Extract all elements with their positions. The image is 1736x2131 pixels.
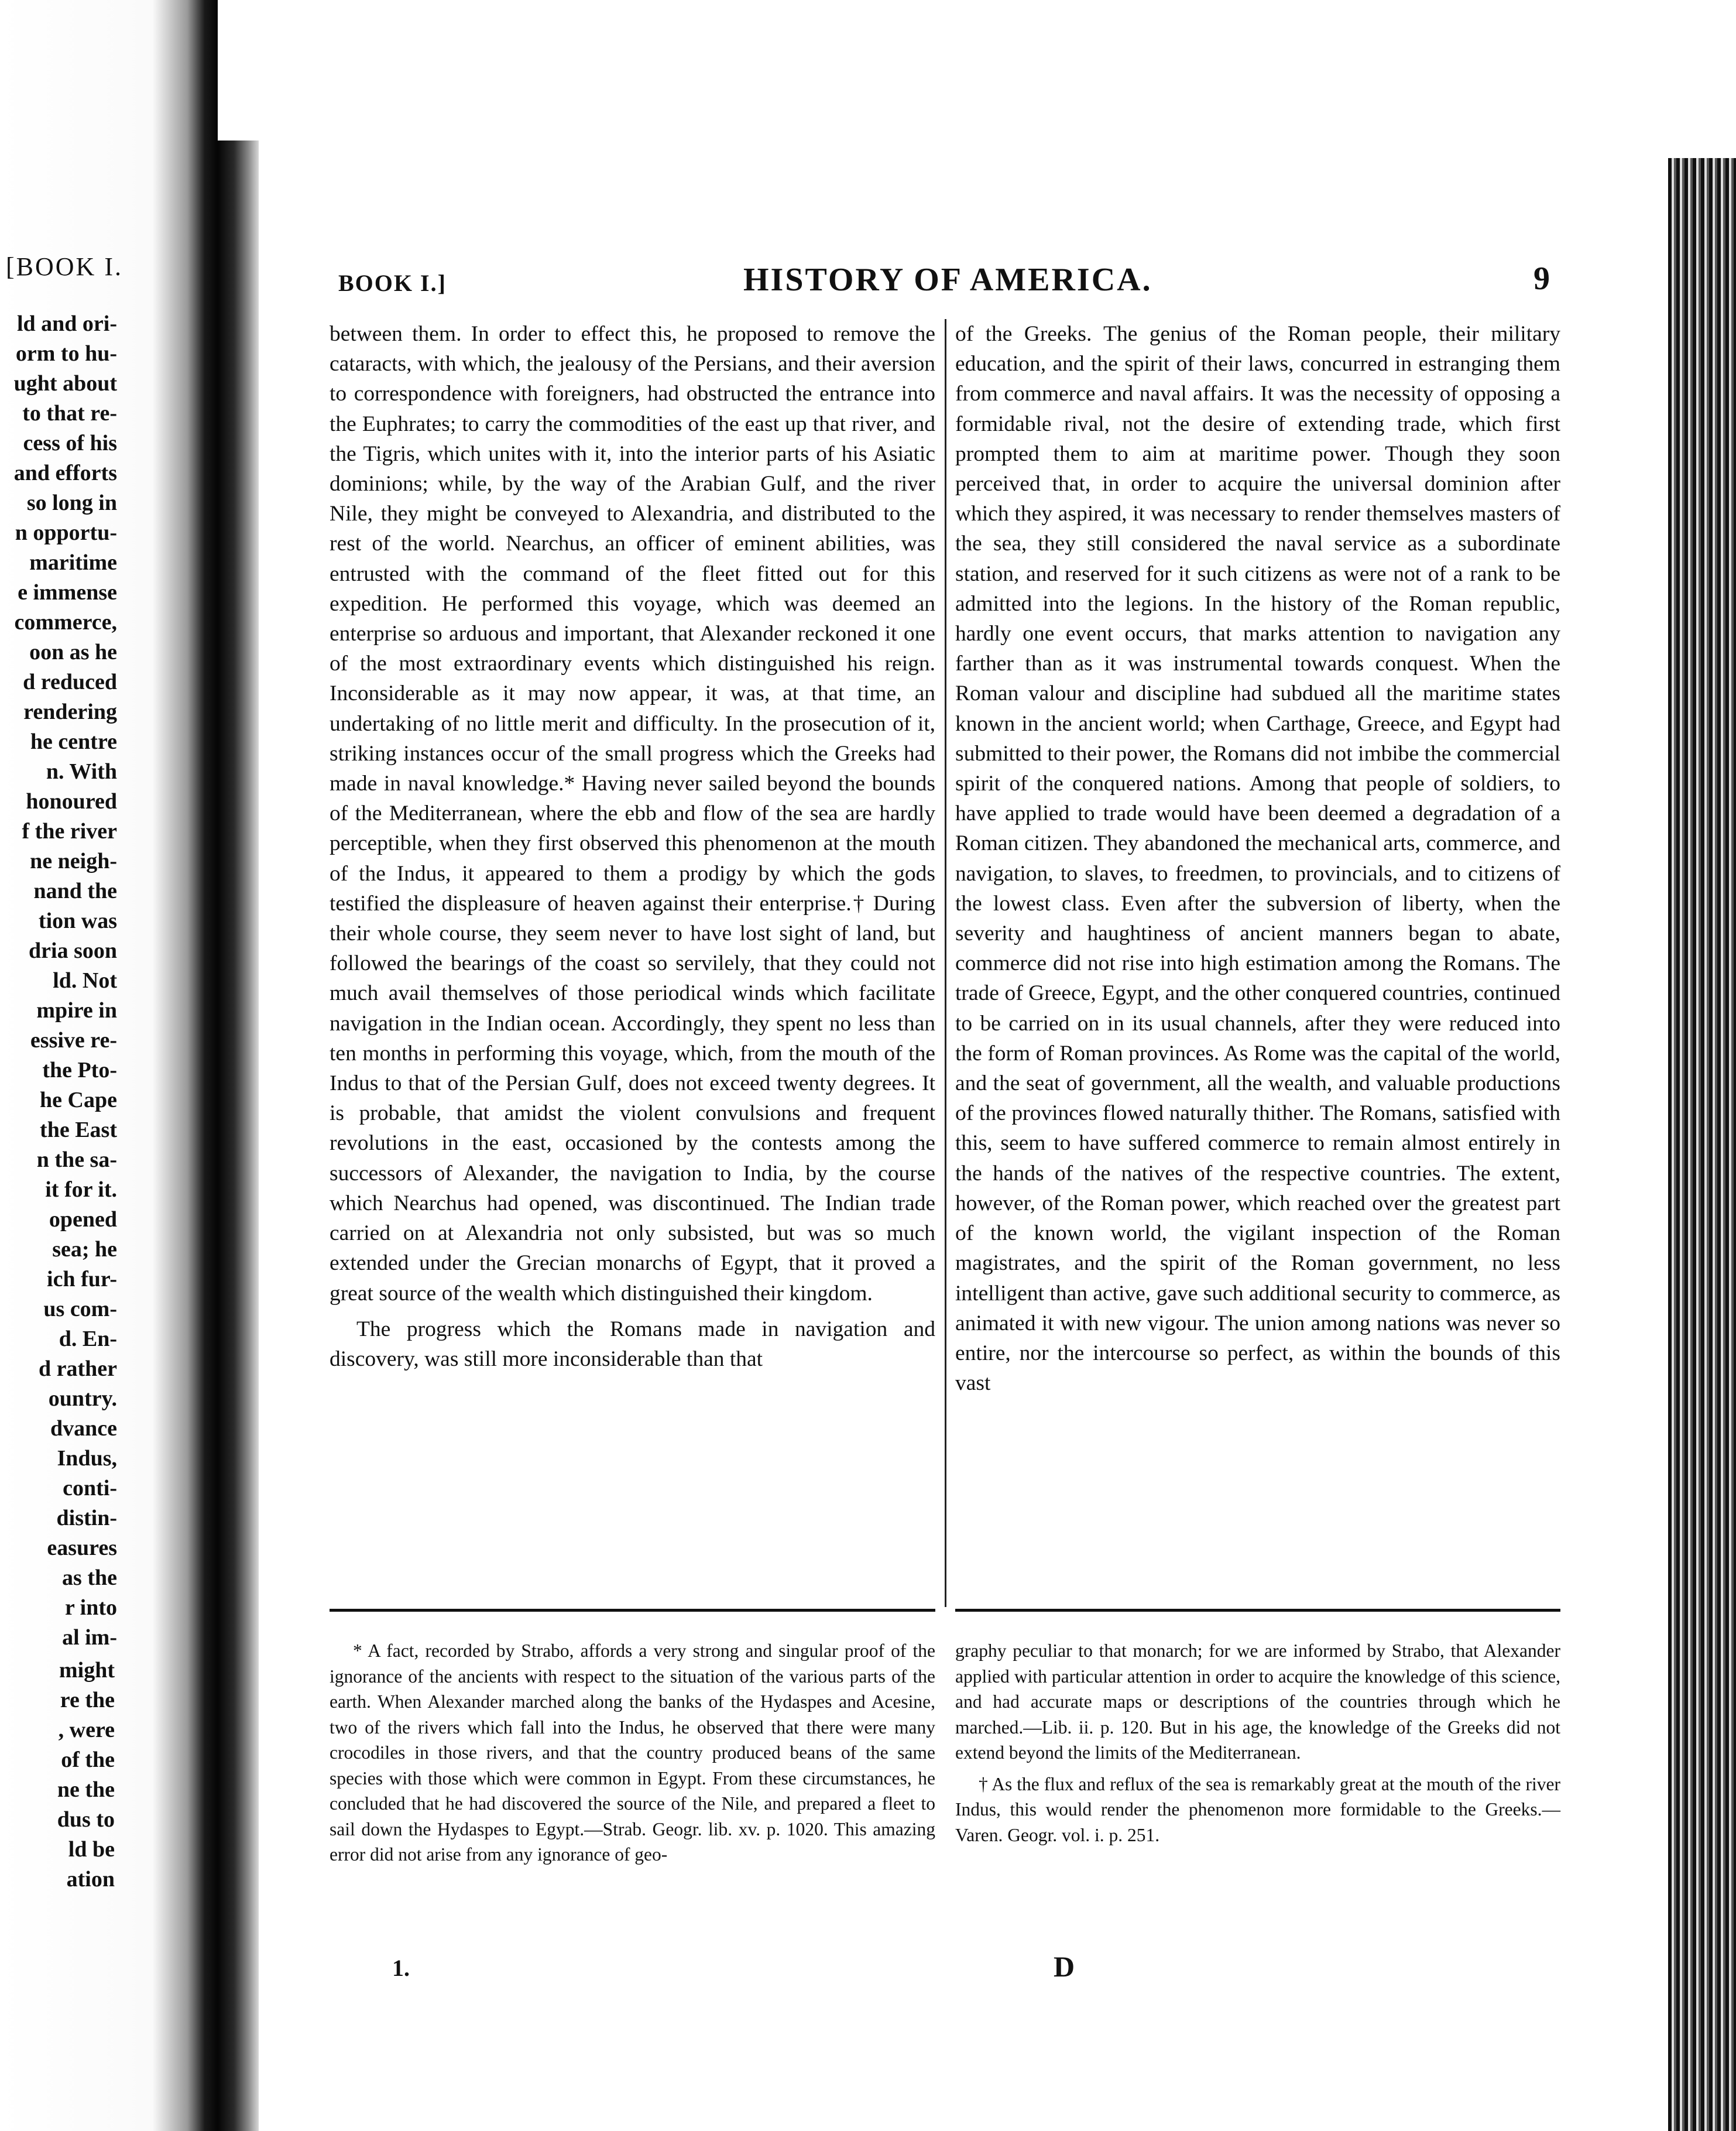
facing-page-line: might: [59, 1658, 115, 1683]
facing-page-line: essive re-: [30, 1028, 117, 1053]
facing-page-line: distin-: [56, 1506, 117, 1530]
facing-page-line: ation: [66, 1867, 115, 1892]
facing-page-line: as the: [62, 1565, 117, 1590]
page-number: 9: [1533, 261, 1550, 297]
facing-page-text-upper: [0, 309, 117, 1653]
paragraph: between them. In order to effect this, he proposed to remove the cataracts, with which, the jealousy of the Persians, and their aversion to correspondence with foreigners, had obstructed the entrance into the Euphrates; to carry the commodities of the east up that river, and the Tigris, which unites with it, into the interior parts of his Asiatic dominions; while, by the way of the Arabian Gulf, and the river Nile, they might be conveyed to Alexandria, and distributed to the rest of the world. Nearchus, an officer of eminent abilities, was entrusted with the command of the fleet fitted out for this expedition. He performed this voyage, which was deemed an enterprise so arduous and important, that Alexander reckoned it one of the most extraordinary events which distinguished his reign. Inconsiderable as it may now appear, it was, at that time, an undertaking of no little merit and difficulty. In the prosecution of it, striking instances occur of the small progress which the Greeks had made in naval knowledge.* Having never sailed beyond the bounds of the Mediterranean, where the ebb and flow of the sea are hardly perceptible, when they first observed this phenomenon at the mouth of the Indus, it appeared to them a prodigy by which the gods testified the displeasure of heaven against their enterprise.† During their whole course, they seem never to have lost sight of land, but followed the bearings of the coast so servilely, that they could not much avail themselves of those periodical winds which facilitate navigation in the Indian ocean. Accordingly, they spent no less than ten months in performing this voyage, which, from the mouth of the Indus to that of the Persian Gulf, does not exceed twenty degrees. It is probable, that amidst the violent convulsions and frequent revolutions in the east, occasioned by the contests among the successors of Alexander, the navigation to India, by the course which Nearchus had opened, was discontinued. The Indian trade carried on at Alexandria not only subsisted, but was so much extended under the Grecian monarchs of Egypt, that it proved a great source of the wealth which distinguished their kingdom.: [330, 322, 935, 1306]
footnote: graphy peculiar to that monarch; for we are informed by Strabo, that Alexander applied with particular attention in order to acquire the knowledge of this science, and had accurate maps or descriptions of the countries through which he marched.—Lib. ii. p. 120. But in his age, the knowledge of the Greeks did not extend beyond the limits of the Mediterranean.: [955, 1640, 1560, 1763]
facing-page-line: and efforts: [13, 461, 117, 485]
paragraph: of the Greeks. The genius of the Roman people, their military education, and the spirit of their laws, concurred in estranging them from commerce and naval affairs. It was the necessity of opposing a formidable rival, not the desire of extending trade, which first prompted them to aim at maritime power. Though they soon perceived that, in order to acquire the universal dominion after which they aspired, it was necessary to render themselves masters of the sea, they still considered the naval service as a subordinate station, and reserved for it such citizens as were not of a rank to be admitted into the legions. In the history of the Roman republic, hardly one event occurs, that marks attention to navigation any farther than as it was instrumental towards conquest. When the Roman valour and discipline had subdued all the maritime states known in the ancient world; when Carthage, Greece, and Egypt had submitted to their power, the Romans did not imbibe the commercial spirit of the conquered nations. Among that people of soldiers, to have applied to trade would have been deemed a degradation of a Roman citizen. They abandoned the mechanical arts, commerce, and navigation, to slaves, to freedmen, to provincials, and to citizens of the lowest class. Even after the subversion of liberty, when the severity and haughtiness of ancient manners began to abate, commerce did not rise into high estimation among the Romans. The trade of Greece, Egypt, and the other conquered countries, continued to be carried on in its usual channels, after they were reduced into the form of Roman provinces. As Rome was the capital of the world, and the seat of government, all the wealth, and valuable productions of the provinces flowed naturally thither. The Romans, satisfied with this, seem to have suffered commerce to remain almost entirely in the hands of the natives of the respective countries. The extent, however, of the Roman power, which reached over the greatest part of the known world, the vigilant inspection of the Roman magistrates, and the spirit of the Roman government, no less intelligent than active, gave such additional security to commerce, as animated it with new vigour. The union among nations was never so entire, nor the intercourse so perfect, as within the bounds of this vast: [955, 322, 1561, 1396]
facing-page-line: cess of his: [23, 431, 117, 455]
facing-page-line: to that re-: [22, 401, 117, 426]
facing-page-line: maritime: [29, 550, 117, 575]
facing-page-line: dria soon: [29, 938, 117, 963]
facing-page-line: ne neigh-: [30, 849, 117, 873]
page-edges: [1668, 158, 1736, 2131]
facing-page-line: Indus,: [57, 1446, 117, 1471]
running-head-book: BOOK I.]: [338, 270, 447, 296]
facing-page-header: [BOOK I.: [6, 252, 123, 281]
book-gutter: [218, 141, 259, 2131]
facing-page-line: of the: [61, 1748, 115, 1772]
running-head-title: HISTORY OF AMERICA.: [743, 262, 1152, 298]
facing-page-line: ught about: [13, 371, 117, 396]
facing-page-line: dus to: [57, 1807, 115, 1832]
facing-page-line: tion was: [38, 909, 117, 933]
facing-page-line: n opportu-: [15, 520, 117, 545]
facing-page-line: ld and ori-: [16, 311, 117, 336]
facing-page-line: re the: [60, 1688, 115, 1712]
facing-page-line: al im-: [62, 1625, 117, 1650]
facing-page-line: us com-: [43, 1297, 117, 1321]
facing-page-line: opened: [49, 1207, 117, 1232]
facing-page-line: r into: [64, 1595, 117, 1620]
facing-page-line: so long in: [26, 491, 117, 515]
facing-page-line: easures: [47, 1536, 117, 1560]
signature-letter: D: [1054, 1950, 1075, 1983]
volume-mark: 1.: [392, 1955, 410, 1981]
facing-page-line: he Cape: [40, 1088, 117, 1112]
facing-page-text-lower: [0, 1656, 115, 1894]
footnote: † As the flux and reflux of the sea is remarkably great at the mouth of the river Indus, this would render the phenomenon more formidable to the Greeks.—Varen. Geogr. vol. i. p. 251.: [955, 1773, 1560, 1845]
facing-page-line: conti-: [63, 1476, 117, 1500]
facing-page-line: it for it.: [45, 1177, 117, 1202]
facing-page-line: ich fur-: [47, 1267, 117, 1291]
facing-page-line: d rather: [38, 1356, 117, 1381]
facing-page-line: ld. Not: [53, 968, 117, 993]
body-column-right: [955, 319, 1560, 1398]
footnote: * A fact, recorded by Strabo, affords a very strong and singular proof of the ignorance of the ancients with respect to the situation of the various parts of the earth. When Alexander marched along the banks of the Hydaspes and Acesine, two of the rivers which fall into the Indus, he observed that there were many crocodiles in those rivers, and that the country produced beans of the same species with those which were common in Egypt. From these circumstances, he concluded that he had discovered the source of the Nile, and prepared a fleet to sail down the Hydaspes to Egypt.—Strab. Geogr. lib. xv. p. 1020. This amazing error did not arise from any ignorance of geo-: [330, 1640, 935, 1865]
facing-page-line: nand the: [33, 879, 117, 903]
facing-page-line: the East: [40, 1118, 117, 1142]
facing-page-line: orm to hu-: [15, 341, 117, 366]
facing-page-line: e immense: [18, 580, 117, 605]
facing-page-line: ld be: [68, 1837, 115, 1862]
paragraph: The progress which the Romans made in navigation and discovery, was still more inconsiderable than that: [330, 1317, 935, 1371]
footnotes-right: [955, 1638, 1560, 1848]
facing-page-line: , were: [58, 1718, 115, 1742]
facing-page-line: rendering: [23, 700, 117, 724]
facing-page-line: d reduced: [23, 670, 117, 694]
facing-page-line: n. With: [46, 759, 117, 784]
facing-page-line: d. En-: [59, 1327, 117, 1351]
footnote-rule-left: [330, 1609, 935, 1612]
facing-page-line: commerce,: [14, 610, 117, 635]
facing-page-line: ne the: [57, 1777, 115, 1802]
facing-page-line: n the sa-: [36, 1147, 117, 1172]
body-column-left: [330, 319, 935, 1374]
footnote-rule-right: [955, 1609, 1560, 1612]
facing-page-line: sea; he: [52, 1237, 117, 1262]
facing-page-line: oon as he: [29, 640, 117, 664]
facing-page-line: he centre: [30, 729, 117, 754]
footnotes-left: [330, 1638, 935, 1868]
facing-page-line: the Pto-: [42, 1058, 117, 1082]
facing-page-line: f the river: [22, 819, 117, 844]
facing-page-line: honoured: [26, 789, 117, 814]
facing-page-line: mpire in: [36, 998, 117, 1023]
facing-page-line: dvance: [50, 1416, 117, 1441]
column-divider: [945, 319, 946, 1607]
facing-page-line: ountry.: [48, 1386, 117, 1411]
